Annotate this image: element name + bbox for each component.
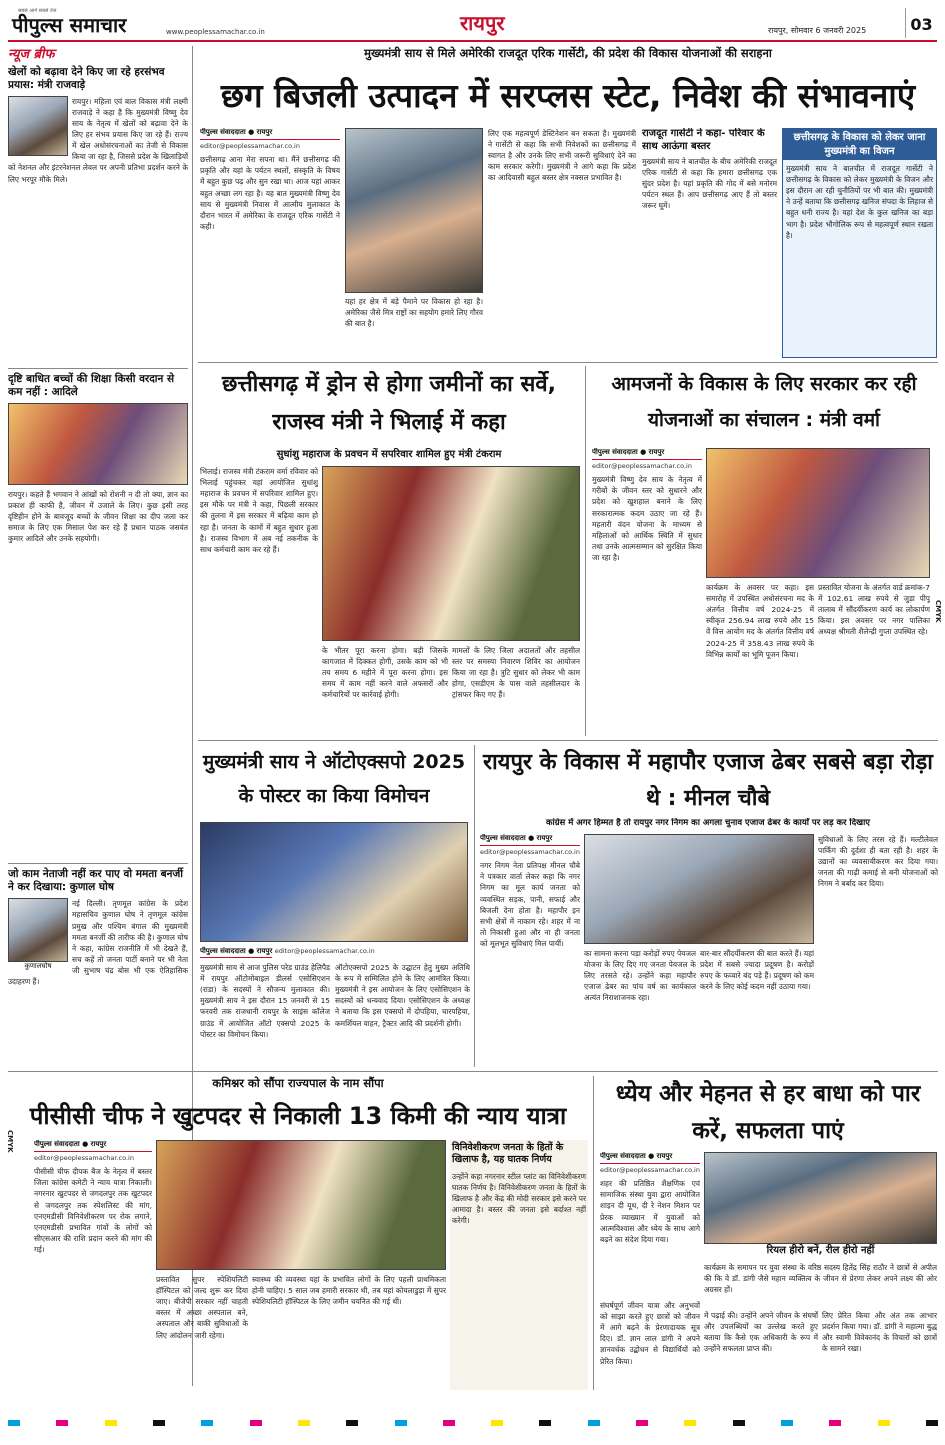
mayor-email[interactable]: editor@peoplessamachar.co.in bbox=[480, 848, 580, 857]
brief-1-title: खेलों को बढ़ावा देने किए जा रहे हरसंभव प्रयास: मंत्री राजवाड़े bbox=[8, 65, 165, 91]
dhyey-photo-caption: रियल हीरो बनें, रील हीरो नहीं bbox=[704, 1244, 937, 1260]
dhyey-col-3 bbox=[822, 1310, 937, 1390]
pcc-col-2 bbox=[156, 1274, 248, 1390]
verma-col-1 bbox=[592, 448, 702, 736]
dhyey-text-1: शहर की प्रतिष्ठित शैक्षणिक एवं सामाजिक संस्था युवा द्वारा आयोजित शाइन दी यूथ, दी रे नेशन मिशन पर प्रेरक व्याख्यान में युवाओं को आत्मविश्वास और ध्येय के साथ आगे बढ़ने का संदेश दिया गया। bbox=[600, 1179, 700, 1244]
masthead-tagline: सबसे आगे सबसे तेज bbox=[18, 8, 57, 14]
edition-city: रायपुर bbox=[460, 11, 505, 35]
dhyey-text-4: में पढ़ाई की। उन्होंने अपने जीवन के संघर्षों और उपलब्धियों का उल्लेख करते हुए बताया कि कैसे एक अधिकारी के रूप में उन्होंने सफलता प्राप्त की। bbox=[704, 1311, 818, 1354]
lead-sub-title: राजदूत गार्सेटी ने कहा- परिवार के साथ आऊंगा बस्तर bbox=[642, 128, 765, 152]
divider bbox=[198, 362, 938, 363]
pcc-side-text: उन्होंने कहा नगरनार स्टील प्लांट का विनिवेशीकरण घातक निर्णय है। विनिवेशीकरण जनता के हितों के खिलाफ है और केंद्र की मोदी सरकार इसे करने पर आमादा है। बस्तर की जनता इसे बर्दाश्त नहीं करेगी। bbox=[452, 1171, 586, 1226]
autoexpo-poster-photo bbox=[200, 822, 468, 942]
nyay-yatra-photo bbox=[156, 1140, 446, 1270]
pcc-kicker bbox=[8, 1076, 588, 1094]
drone-subhead: सुधांशु महाराज के प्रवचन में सपरिवार शामिल हुए मंत्री टंकराम bbox=[276, 449, 502, 460]
pcc-text-2: प्रस्तावित सुपर स्पेशियलिटी हॉस्पिटल को जल्द शुरू कर दिया जाए। बीजेपी सरकार नहीं चाहती बस्तर में अच्छा अस्पताल बने, अस्पताल और बाकी सुविधाओं के लिए आंदोलन जारी रहेगा। bbox=[156, 1275, 248, 1340]
mayor-text-1: नगर निगम नेता प्रतिपक्ष मीनल चौबे ने पत्रकार वार्ता लेकर कहा कि नगर निगम का मूल कार्य जनता को व्यवस्थित सड़क, पानी, सफाई और बिजली देना होता है। महापौर इन सभी क्षेत्रों में नाकाम रहे। शहर में ना तो निकासी हुआ और ना ही जनता को मूलभूत सुविधाएं मिल पायीं। bbox=[480, 861, 580, 948]
autoexpo-headline: मुख्यमंत्री साय ने ऑटोएक्सपो 2025 के पोस्टर का किया विमोचन bbox=[202, 751, 466, 807]
column-rule bbox=[585, 366, 586, 736]
column-rule bbox=[593, 1076, 594, 1390]
pcc-byline: पीपुल्स संवाददाता ● रायपुर bbox=[34, 1140, 152, 1152]
dhyey-col-2 bbox=[704, 1310, 818, 1390]
masthead-url[interactable]: www.peoplessamachar.co.in bbox=[166, 28, 265, 36]
verma-col-3 bbox=[818, 582, 930, 736]
autoexpo-byline-block bbox=[200, 946, 468, 960]
drone-text-2: के भीतर पूरा करना होगा। बड़ी जिसके कागजात में दिक्कत होगी, उसके काम को भी तय समय 6 महीने में पूरा करना होगा। इस समय में काम नहीं करने वाले अफसरों और कर्मचारियों पर कार्रवाई होगी। bbox=[322, 646, 448, 700]
dhyey-email[interactable]: editor@peoplessamachar.co.in bbox=[600, 1166, 700, 1175]
pcc-sidebar bbox=[450, 1140, 588, 1390]
dhyey-text-5: लिए प्रेरित किया और अंत तक आभार प्रदर्शन किया गया। डॉ. डांगी ने महात्मा बुद्ध और स्वामी विवेकानंद के विचारों को छात्रों के सामने रखा। bbox=[822, 1311, 937, 1354]
kunal-ghosh-photo bbox=[8, 898, 68, 962]
brief-2-text: रायपुर। कहते हैं भगवान ने आंखों को रोशनी न दी तो क्या, ज्ञान का प्रकाश ही काफी है, जीवन में उजाले के लिए। कुछ इसी तरह दृष्टिहीन होने के बावजूद बच्चों के जीवन शिक्षा का दीप जला कर समाज के लिए एक मिसाल पेश कर रहे हैं प्रधान पाठक जसवंत कुमार आदिले और उनके सहयोगी। bbox=[8, 490, 188, 544]
masthead bbox=[8, 8, 937, 42]
cmyk-mark: CMYK bbox=[6, 1130, 14, 1153]
lead-kicker bbox=[198, 46, 938, 68]
pcc-text-1: पीसीसी चीफ दीपक बैज के नेतृत्व में बस्तर जिला कांग्रेस कमेटी ने न्याय यात्रा निकाली। नगरनार खुटपदर से जगदलपुर तक खुटपदर से जगदलपुर तक स्पेशलिस्ट की मांग, एनएमडीसी विनिवेशीकरण पर रोक लगाने, एनएमडीसी प्रभावित गांवों के लोगों को सीएसआर की राशि प्रदान करने की मांग की गई। bbox=[34, 1167, 152, 1254]
verma-col-2 bbox=[706, 582, 814, 736]
mayor-press-photo bbox=[584, 834, 814, 944]
mayor-byline: पीपुल्स संवाददाता ● रायपुर bbox=[480, 834, 580, 846]
pcc-col-1 bbox=[34, 1140, 152, 1390]
color-registration-strip bbox=[8, 1420, 938, 1430]
brief-2-title: दृष्टि बाधित बच्चों की शिक्षा किसी वरदान से कम नहीं : आदिले bbox=[8, 372, 175, 398]
lead-photo-block bbox=[345, 128, 483, 358]
pcc-side-title: विनिवेशीकरण जनता के हितों के खिलाफ है, यह घातक निर्णय bbox=[452, 1142, 564, 1166]
drone-col-1 bbox=[200, 466, 318, 736]
brief-1-photo bbox=[8, 96, 68, 156]
mayor-col-2 bbox=[584, 948, 696, 1066]
drone-text-1: भिलाई। राजस्व मंत्री टंकराम वर्मा रविवार को भिलाई पहुंचकर यहां आयोजित सुधांशु महाराज के प्रवचन में सपरिवार शामिल हुए। इस मौके पर मंत्री ने कहा, पिछली सरकार की तुलना में इस सरकार में बढ़िया काम हो रहा है। जनता के कामों में बहुत सुधार हुआ है। राजस्व विभाग में अब नई तकनीक के साथ कर्मचारी काम कर रहे हैं। bbox=[200, 467, 318, 554]
dhyey-text-2: संघर्षपूर्ण जीवन यात्रा और अनुभवों को साझा करते हुए छात्रों को जीवन में आगे बढ़ने के प्रेरणादायक सूत्र दिए। डॉ. ज्ञान लाल डांगी ने अपने ज्ञानवर्धक उद्बोधन से विद्यार्थियों को प्रेरित किया। bbox=[600, 1301, 700, 1366]
mayor-text-4: सुविधाओं के लिए तरस रहे हैं। मल्टीलेवल पार्किंग की दुर्दशा ही बता रही है। शहर के उद्यानों का व्यवसायीकरण कर दिया गया। जनता की गाढ़ी कमाई से बनी योजनाओं को निगम ने बर्बाद कर दिया। bbox=[818, 835, 938, 889]
dhyey-caption-text bbox=[704, 1262, 937, 1308]
verma-text-1: मुख्यमंत्री विष्णु देव साय के नेतृत्व में गरीबों के जीवन स्तर को सुधारने और प्रदेश को खुशहाल बनाने के लिए सरकारात्मक कदम उठाए जा रहे हैं। महतारी वंदन योजना के माध्यम से महिलाओं को आर्थिक स्थिति में सुधार तथा उनके आत्मसम्मान को सुरक्षित किया जा रहा है। bbox=[592, 475, 702, 562]
autoexpo-col-1 bbox=[200, 962, 330, 1066]
drone-text-3: मामलों के लिए जिला अदालतों और तहसील स्तर पर समस्या निवारण शिविर का आयोजन किया जा रहा है। त्रुटि सुधार को लेकर भी काम होगा, एसडीएम के पास वाले तहसीलदार के ट्रांसफर किए गए हैं। bbox=[452, 646, 580, 700]
page-number: 03 bbox=[905, 8, 937, 38]
cm-ambassador-photo bbox=[345, 128, 483, 293]
mayor-col-3 bbox=[700, 948, 814, 1066]
news-brief-label: न्यूज ब्रीफ bbox=[8, 47, 55, 62]
dhyey-col-1b bbox=[600, 1300, 700, 1390]
photo-caption: कुणालघोष bbox=[24, 962, 52, 971]
pcc-email[interactable]: editor@peoplessamachar.co.in bbox=[34, 1154, 134, 1163]
lead-byline: पीपुल्स संवाददाता ● रायपुर bbox=[200, 128, 340, 140]
panel-title: छत्तीसगढ़ के विकास को लेकर जाना मुख्यमंत्री का विजन bbox=[783, 129, 936, 160]
drone-col-3 bbox=[452, 645, 580, 735]
dhyey-byline: पीपुल्स संवाददाता ● रायपुर bbox=[600, 1152, 700, 1164]
verma-headline: आमजनों के विकास के लिए सरकार कर रही योजनाओं का संचालन : मंत्री वर्मा bbox=[611, 373, 917, 431]
panel-text: मुख्यमंत्री साय ने बातचीत में राजदूत गार्सेटी ने छत्तीसगढ़ के विकास को लेकर मुख्यमंत्री के विजन और इस दौरान आ रही चुनौतियों पर भी बात की। मुख्यमंत्री ने उन्हें बताया कि छत्तीसगढ़ खनिज संपदा के लिहाज से बहुत धनी राज्य है। यहां देश के कुल खनिज का बड़ा भाग है। प्रदेश भौगोलिक रूप से महत्वपूर्ण स्थान रखता है। bbox=[786, 164, 933, 240]
lead-email[interactable]: editor@peoplessamachar.co.in bbox=[200, 142, 300, 151]
mayor-text-2: का सामना करना पड़ा करोड़ों रुपए पेयजल योजना के लिए दिए गए जनता पेयजल के लिए तरसते रहे। उन्होंने कहा महापौर एजाज ढेबर का पांच वर्ष का कार्यकाल अत्यंत निराशाजनक रहा। bbox=[584, 949, 696, 1003]
drone-headline: छत्तीसगढ़ में ड्रोन से होगा जमीनों का सर्वे, राजस्व मंत्री ने भिलाई में कहा bbox=[222, 372, 556, 435]
brief-2-photo bbox=[8, 403, 188, 485]
mayor-text-3: बार-बार सौंदर्यीकरण की बात करते हैं। यहां प्रदेश में सबसे ज्यादा प्रदूषण है। करोड़ों रुपए के फव्वारे बंद पड़े हैं। प्रदूषण को कम करने के लिए कोई कदम नहीं उठाया गया। bbox=[700, 949, 814, 992]
lead-col-1 bbox=[200, 128, 340, 358]
verma-email[interactable]: editor@peoplessamachar.co.in bbox=[592, 462, 692, 471]
divider bbox=[198, 740, 938, 741]
brief-1-text: रायपुर। महिला एवं बाल विकास मंत्री लक्ष्मी राजवाड़े ने कहा है कि मुख्यमंत्री विष्णु देव साय के नेतृत्व में खेलों को बढ़ावा देने के लिए हर संभव प्रयास किए जा रहे हैं। राज्य में खेल अधोसंरचनाओं का तेजी से विकास किया जा रहा है, जिससे प्रदेश के खिलाड़ियों को नेशनल और इंटरनेशनल लेवल पर अपनी प्रतिभा प्रदर्शन करने के लिए भरपूर मौके मिले। bbox=[8, 96, 188, 184]
pcc-col-3 bbox=[252, 1274, 446, 1390]
minister-event-photo bbox=[322, 466, 580, 641]
autoexpo-text-1: मुख्यमंत्री साय से आज पुलिस परेड ग्राउंड हेलिपैड में रायपुर ऑटोमोबाइल डीलर्स एसोसिएशन (राडा) के सदस्यों ने सौजन्य मुलाकात की। मुख्यमंत्री साय ने इस दौरान 15 जनवरी से 15 फरवरी तक राजधानी रायपुर के साइंस कॉलेज ग्राउंड में आयोजित ऑटो एक्सपो 2025 के पोस्टर का विमोचन किया। bbox=[200, 963, 330, 1039]
dhyey-text-3: कार्यक्रम के समापन पर युवा संस्था के वरिष्ठ सदस्य हितेंद्र सिंह राठौर ने छात्रों से अपील की कि वे डॉ. डांगी जैसे महान व्यक्तित्व के जीवन से प्रेरणा लेकर अपने लक्ष्य की ओर अग्रसर हों। bbox=[704, 1263, 937, 1295]
lead-kicker-text: मुख्यमंत्री साय से मिले अमेरिकी राजदूत एरिक गार्सेटी, की प्रदेश की विकास योजनाओं की सराहना bbox=[364, 46, 772, 60]
autoexpo-text-2: ऑटोएक्सपो 2025 के उद्घाटन हेतु मुख्य अतिथि के रूप में सम्मिलित होने के लिए आमंत्रित किया। मुख्यमंत्री ने इस आयोजन के लिए एसोसिएशन के सदस्यों को धन्यवाद दिया। एसोसिएशन के अध्यक्ष ने बताया कि इस एक्सपो में दोपहिया, चारपहिया, कमर्शियल वाहन, ट्रैक्टर आदि की प्रदर्शनी होगी। bbox=[335, 963, 470, 1028]
pcc-kicker-text: कमिश्नर को सौंपा राज्यपाल के नाम सौंपा bbox=[212, 1076, 384, 1090]
cmyk-mark: CMYK bbox=[934, 600, 942, 623]
pcc-text-3: स्वास्थ्य की व्यवस्था यहां के प्रभावित लोगों के लिए पहली प्राथमिकता होनी चाहिए। 5 साल जब हमारी सरकार थी, तब यहां कोयलाडुड़ा में सुपर स्पेशियलिटी हॉस्पिटल के लिए जमीन चयनित की गई थी। bbox=[252, 1275, 446, 1307]
column-rule bbox=[474, 745, 475, 1067]
divider bbox=[8, 368, 188, 369]
mayor-col-4 bbox=[818, 834, 938, 1066]
lead-photo-text: यहां हर क्षेत्र में बड़े पैमाने पर विकास हो रहा है। अमेरिका जैसे मित्र राष्ट्रों का सहयोग हमारे लिए गौरव की बात है। bbox=[345, 297, 483, 329]
lead-text-2: लिए एक महत्वपूर्ण डेस्टिनेशन बन सकता है। मुख्यमंत्री ने गार्सेटी से कहा कि सभी निवेशकों का छत्तीसगढ़ में स्वागत है और उनके लिए सभी जरूरी सुविधाएं देने का काम सरकार करेगी। मुख्यमंत्री ने आगे कहा कि प्रदेश का आदिवासी बहुल बस्तर क्षेत्र नक्सल प्रभावित है। bbox=[488, 129, 636, 183]
verma-event-photo bbox=[706, 448, 930, 578]
dateline: रायपुर, सोमवार 6 जनवरी 2025 bbox=[768, 26, 867, 35]
brief-3-text: नई दिल्ली। तृणमूल कांग्रेस के प्रदेश महासचिव कुणाल घोष ने तृणमूल कांग्रेस प्रमुख और पश्चिम बंगाल की मुख्यमंत्री ममता बनर्जी की तारीफ की है। कुणाल घोष ने कहा, कांग्रेस राजनीति में भी देखते हैं, सच कहें तो जनता पार्टी बनाने पर भी नेता जी सुभाष चंद्र बोस भी एक ऐतिहासिक उदाहरण हैं। bbox=[8, 899, 188, 987]
mayor-subhead: कांग्रेस में अगर हिम्मत है तो रायपुर नगर निगम का अगला चुनाव एजाज ढेबर के कार्यों पर लड़ कर दिखाए bbox=[546, 818, 870, 828]
drone-col-2 bbox=[322, 645, 448, 735]
verma-text-2: कार्यक्रम के अवसर पर कहा। इस समारोह में उपस्थित अधोसंरचना मद के अंतर्गत वित्तीय वर्ष 2024-25 में स्वीकृत 256.94 लाख रुपये और 15 वें वित्त आयोग मद के अंतर्गत वित्तीय वर्ष 2024-25 में 358.43 लाख रुपये के विभिन्न कार्यों का भूमि पूजन किया। bbox=[706, 583, 814, 659]
dhyey-headline: ध्येय और मेहनत से हर बाधा को पार करें, सफलता पाएं bbox=[615, 1081, 921, 1144]
autoexpo-col-2 bbox=[335, 962, 470, 1066]
pcc-headline: पीसीसी चीफ ने खुटपदर से निकाली 13 किमी की न्याय यात्रा bbox=[29, 1102, 567, 1130]
divider bbox=[8, 863, 188, 864]
lead-col-3 bbox=[488, 128, 636, 358]
lead-subsection bbox=[642, 128, 777, 358]
autoexpo-email[interactable]: editor@peoplessamachar.co.in bbox=[274, 947, 375, 955]
brief-3-title: जो काम नेताजी नहीं कर पाए वो ममता बनर्जी ने कर दिखाया: कुणाल घोष bbox=[8, 868, 183, 894]
seminar-photo bbox=[704, 1152, 937, 1244]
newspaper-logo: पीपुल्स समाचार bbox=[12, 13, 127, 37]
verma-text-3: प्रस्तावित योजना के अंतर्गत वार्ड क्रमांक-7 में 102.61 लाख रुपये से जुड़ा पीपू तालाब में सौंदर्यीकरण कार्य का लोकार्पण किया। इस अवसर पर नगर पालिका अध्यक्ष श्रीमती शैलेन्द्री गुप्ता उपस्थित रहे। bbox=[818, 583, 930, 637]
lead-text-1: छत्तीसगढ़ आना मेरा सपना था। मैंने छत्तीसगढ़ की प्रकृति और यहां के पर्यटन स्थलों, संस्कृति के विषय में बहुत कुछ पढ़ और सुन रखा था। आज यहां आकर बहुत अच्छा लग रहा है। यह बात मुख्यमंत्री विष्णु देव साय से मुख्यमंत्री निवास में आत्मीय मुलाकात के दौरान भारत में अमेरिका के राजदूत एरिक गार्सेटी ने कही। bbox=[200, 155, 340, 231]
divider bbox=[8, 1071, 938, 1072]
lead-headline: छग बिजली उत्पादन में सरप्लस स्टेट, निवेश की संभावनाएं bbox=[220, 76, 916, 115]
mayor-col-1 bbox=[480, 834, 580, 1066]
mayor-headline: रायपुर के विकास में महापौर एजाज ढेबर सबसे बड़ा रोड़ा थे : मीनल चौबे bbox=[482, 750, 934, 811]
lead-sub-text: मुख्यमंत्री साय ने बातचीत के बीच अमेरिकी राजदूत एरिक गार्सेटी से कहा कि हमारा छत्तीसगढ़ एक सुंदर प्रदेश है। यहां प्रकृति की गोद में बसे मनोरम पर्यटन स्थल हैं। आप छत्तीसगढ़ आए हैं तो बस्तर जरूर घूमें। bbox=[642, 157, 777, 211]
verma-byline: पीपुल्स संवाददाता ● रायपुर bbox=[592, 448, 702, 460]
cm-vision-panel bbox=[782, 128, 937, 358]
autoexpo-byline: पीपुल्स संवाददाता ● रायपुर bbox=[200, 947, 272, 958]
